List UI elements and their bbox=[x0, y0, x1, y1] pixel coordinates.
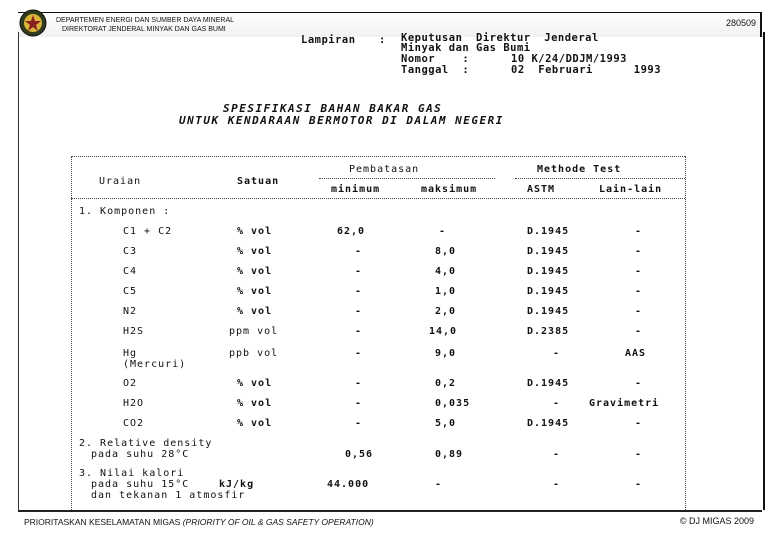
section-nilai-kalori-condition: pada suhu 15°C bbox=[91, 479, 190, 490]
methode-underline bbox=[515, 178, 685, 179]
row-uraian: C3 bbox=[123, 246, 138, 257]
row-astm: D.1945 bbox=[527, 286, 570, 297]
header-lain-lain: Lain-lain bbox=[599, 184, 663, 195]
table-header-border bbox=[71, 198, 685, 199]
row-maksimum: 0,89 bbox=[435, 449, 464, 460]
row-maksimum: - bbox=[439, 226, 447, 237]
footer-slogan-english: (PRIORITY OF OIL & GAS SAFETY OPERATION) bbox=[182, 517, 374, 527]
header-pembatasan: Pembatasan bbox=[349, 164, 420, 175]
section-komponen: 1. Komponen : bbox=[79, 206, 171, 217]
org-line-2: DIREKTORAT JENDERAL MINYAK DAN GAS BUMI bbox=[62, 26, 226, 33]
row-maksimum: 14,0 bbox=[429, 326, 458, 337]
row-astm: - bbox=[553, 449, 561, 460]
row-astm: - bbox=[553, 398, 561, 409]
row-astm: D.1945 bbox=[527, 378, 570, 389]
row-minimum: - bbox=[355, 348, 363, 359]
row-astm: D.1945 bbox=[527, 418, 570, 429]
section-nilai-kalori: 3. Nilai kalori bbox=[79, 468, 185, 479]
table-right-border bbox=[685, 156, 686, 510]
footer-slogan-main: PRIORITASKAN KESELAMATAN MIGAS bbox=[24, 517, 181, 527]
row-lain: - bbox=[635, 378, 643, 389]
org-line-1: DEPARTEMEN ENERGI DAN SUMBER DAYA MINERAL bbox=[56, 17, 235, 24]
row-uraian-note: (Mercuri) bbox=[123, 359, 187, 370]
row-minimum: - bbox=[355, 418, 363, 429]
document-number: 280509 bbox=[725, 18, 756, 28]
row-satuan: kJ/kg bbox=[219, 479, 255, 490]
row-uraian: H2O bbox=[123, 398, 145, 409]
row-lain: - bbox=[635, 479, 643, 490]
row-lain: - bbox=[635, 266, 643, 277]
header-satuan: Satuan bbox=[237, 176, 280, 187]
row-uraian: O2 bbox=[123, 378, 138, 389]
row-maksimum: 4,0 bbox=[435, 266, 457, 277]
reference-line-1: Keputusan Direktur Jenderal bbox=[401, 32, 599, 44]
footer-copyright: © DJ MIGAS 2009 bbox=[679, 516, 754, 526]
reference-tanggal-label: Tanggal : bbox=[401, 64, 470, 76]
footer-slogan bbox=[24, 517, 374, 527]
row-uraian: CO2 bbox=[123, 418, 145, 429]
header-astm: ASTM bbox=[527, 184, 556, 195]
row-satuan: % vol bbox=[237, 378, 273, 389]
section-nilai-kalori-pressure: dan tekanan 1 atmosfir bbox=[91, 490, 246, 501]
row-lain: - bbox=[635, 326, 643, 337]
row-maksimum: 2,0 bbox=[435, 306, 457, 317]
row-minimum: - bbox=[355, 398, 363, 409]
row-maksimum: 0,035 bbox=[435, 398, 471, 409]
row-minimum: 0,56 bbox=[345, 449, 374, 460]
header-minimum: minimum bbox=[331, 184, 381, 195]
row-minimum: - bbox=[355, 378, 363, 389]
row-uraian: Hg bbox=[123, 348, 138, 359]
row-uraian: H2S bbox=[123, 326, 145, 337]
row-minimum: - bbox=[355, 326, 363, 337]
row-lain: AAS bbox=[625, 348, 647, 359]
header-uraian: Uraian bbox=[99, 176, 142, 187]
row-satuan: % vol bbox=[237, 226, 273, 237]
row-lain: - bbox=[635, 449, 643, 460]
reference-nomor-value: 10 K/24/DDJM/1993 bbox=[511, 53, 627, 65]
row-astm: D.1945 bbox=[527, 266, 570, 277]
header-maksimum: maksimum bbox=[421, 184, 478, 195]
row-astm: D.1945 bbox=[527, 306, 570, 317]
pembatasan-underline bbox=[319, 178, 495, 179]
row-maksimum: - bbox=[435, 479, 443, 490]
row-satuan: % vol bbox=[237, 398, 273, 409]
row-minimum: 44.000 bbox=[327, 479, 370, 490]
row-astm: D.1945 bbox=[527, 246, 570, 257]
row-astm: - bbox=[553, 479, 561, 490]
row-minimum: 62,0 bbox=[337, 226, 366, 237]
row-minimum: - bbox=[355, 306, 363, 317]
row-minimum: - bbox=[355, 246, 363, 257]
row-astm: D.1945 bbox=[527, 226, 570, 237]
reference-line-2: Minyak dan Gas Bumi bbox=[401, 42, 531, 54]
row-maksimum: 8,0 bbox=[435, 246, 457, 257]
row-uraian: C4 bbox=[123, 266, 138, 277]
row-maksimum: 9,0 bbox=[435, 348, 457, 359]
reference-label: Lampiran bbox=[301, 34, 356, 46]
row-lain: - bbox=[635, 286, 643, 297]
reference-colon: : bbox=[379, 34, 386, 46]
row-satuan: % vol bbox=[237, 266, 273, 277]
row-satuan: ppb vol bbox=[229, 348, 279, 359]
reference-nomor-label: Nomor : bbox=[401, 53, 470, 65]
row-maksimum: 0,2 bbox=[435, 378, 457, 389]
table-top-border bbox=[71, 156, 685, 157]
document-title-line-1: SPESIFIKASI BAHAN BAKAR GAS bbox=[223, 102, 443, 115]
scanned-document bbox=[18, 32, 765, 510]
row-satuan: % vol bbox=[237, 246, 273, 257]
row-uraian: N2 bbox=[123, 306, 138, 317]
row-satuan: % vol bbox=[237, 306, 273, 317]
row-lain: Gravimetri bbox=[589, 398, 660, 409]
row-lain: - bbox=[635, 418, 643, 429]
header-methode-test: Methode Test bbox=[537, 164, 622, 175]
row-satuan: % vol bbox=[237, 286, 273, 297]
document-title-line-2: UNTUK KENDARAAN BERMOTOR DI DALAM NEGERI bbox=[179, 114, 504, 127]
row-satuan: % vol bbox=[237, 418, 273, 429]
row-lain: - bbox=[635, 226, 643, 237]
row-astm: D.2385 bbox=[527, 326, 570, 337]
section-relative-density: 2. Relative density bbox=[79, 438, 213, 449]
row-lain: - bbox=[635, 246, 643, 257]
row-maksimum: 1,0 bbox=[435, 286, 457, 297]
row-minimum: - bbox=[355, 266, 363, 277]
row-minimum: - bbox=[355, 286, 363, 297]
reference-tanggal-value: 02 Februari 1993 bbox=[511, 64, 662, 76]
row-maksimum: 5,0 bbox=[435, 418, 457, 429]
row-satuan: ppm vol bbox=[229, 326, 279, 337]
row-lain: - bbox=[635, 306, 643, 317]
table-left-border bbox=[71, 156, 72, 510]
row-uraian: C1 + C2 bbox=[123, 226, 173, 237]
row-astm: - bbox=[553, 348, 561, 359]
section-relative-density-condition: pada suhu 28°C bbox=[91, 449, 190, 460]
page-footer bbox=[18, 510, 762, 532]
row-uraian: C5 bbox=[123, 286, 138, 297]
